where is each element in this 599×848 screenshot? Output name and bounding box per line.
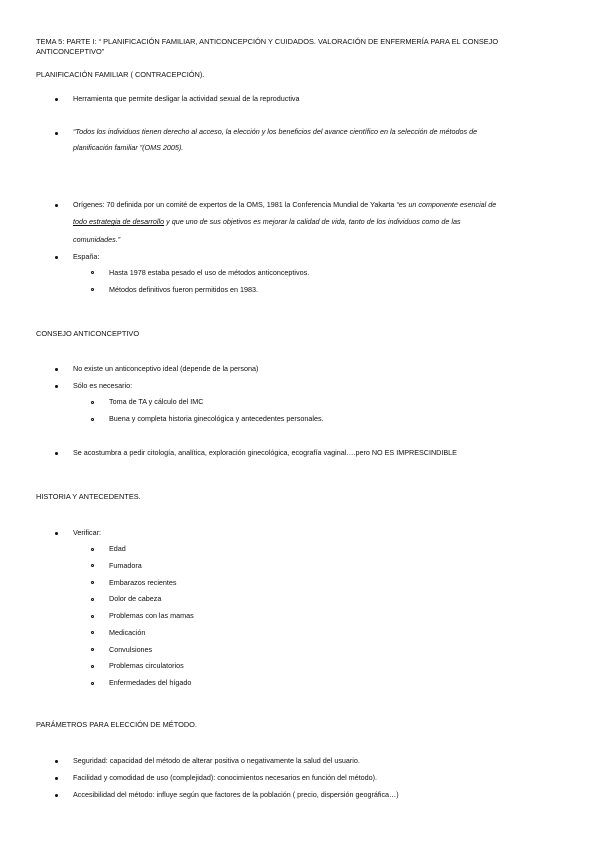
list-item: Verificar: <box>73 528 101 537</box>
bullet-dot <box>55 532 58 535</box>
list-item: Sólo es necesario: <box>73 381 133 390</box>
sub-bullet-circle <box>91 548 94 551</box>
quote-line: planificación familiar ”(OMS 2005). <box>73 143 184 152</box>
list-item: Facilidad y comodidad de uso (complejidad): conocimientos necesarios en función del método). <box>73 773 378 782</box>
bullet-dot <box>55 204 58 207</box>
sub-list-item: Dolor de cabeza <box>109 594 162 604</box>
sub-bullet-circle <box>91 665 94 668</box>
origins-line: comunidades.” <box>73 235 121 244</box>
bullet-dot <box>55 368 58 371</box>
sub-list-item: Toma de TA y cálculo del IMC <box>109 397 204 406</box>
sub-bullet-circle <box>91 598 94 601</box>
sub-list-item: Métodos definitivos fueron permitidos en 1983. <box>109 285 259 294</box>
list-item: Seguridad: capacidad del método de alterar positiva o negativamente la salud del usuario. <box>73 756 360 765</box>
bullet-dot <box>55 794 58 797</box>
sub-list-item: Medicación <box>109 627 146 637</box>
sub-bullet-circle <box>91 418 94 421</box>
document-title-line1: TEMA 5: PARTE I: “ PLANIFICACIÓN FAMILIAR, ANTICONCEPCIÓN Y CUIDADOS. VALORACIÓN DE ENFERMERÍA PARA EL CONSEJO <box>36 37 499 46</box>
list-item: Accesibilidad del método: influye según que factores de la población ( precio, dispersión geográfica…) <box>73 790 399 799</box>
origins-text: Orígenes: 70 definida por un comité de expertos de la OMS, 1981 la Conferencia Mundial de Yakarta <box>73 200 397 209</box>
sub-bullet-circle <box>91 682 94 685</box>
sub-bullet-circle <box>91 581 94 584</box>
section-heading-consejo: CONSEJO ANTICONCEPTIVO <box>36 329 140 338</box>
list-item: Se acostumbra a pedir citología, analítica, exploración ginecológica, ecografía vaginal….pero NO ES IMPRESCINDIBLE <box>73 448 457 457</box>
quote-line: “Todos los individuos tienen derecho al acceso, la elección y los beneficios del avance científico en la selección de métodos de <box>73 127 478 136</box>
sub-list-item: Enfermedades del hígado <box>109 678 192 687</box>
document-title-line2: ANTICONCEPTIVO” <box>36 47 105 56</box>
sub-bullet-circle <box>91 564 94 567</box>
sub-bullet-circle <box>91 401 94 404</box>
bullet-dot <box>55 452 58 455</box>
sub-list-item: Fumadora <box>109 560 142 570</box>
bullet-dot <box>55 256 58 259</box>
sub-bullet-circle <box>91 288 94 291</box>
section-heading-parametros: PARÁMETROS PARA ELECCIÓN DE MÉTODO. <box>36 720 197 729</box>
sub-bullet-circle <box>91 615 94 618</box>
sub-list-item: Embarazos recientes <box>109 577 177 587</box>
list-item: No existe un anticonceptivo ideal (depende de la persona) <box>73 364 259 373</box>
section-heading-planificacion: PLANIFICACIÓN FAMILIAR ( CONTRACEPCIÓN). <box>36 70 205 79</box>
bullet-dot <box>55 777 58 780</box>
sub-list-item: Edad <box>109 544 126 553</box>
sub-list-item: Problemas circulatorios <box>109 661 184 671</box>
section-heading-historia: HISTORIA Y ANTECEDENTES. <box>36 492 141 501</box>
sub-bullet-circle <box>91 631 94 634</box>
sub-bullet-circle <box>91 271 94 274</box>
bullet-dot <box>55 760 58 763</box>
sub-list-item: Buena y completa historia ginecológica y antecedentes personales. <box>109 414 324 423</box>
origins-quote-rest: y que uno de sus objetivos es mejorar la calidad de vida, tanto de los individuos como de las <box>164 217 461 226</box>
origins-line <box>73 200 496 210</box>
bullet-dot <box>55 132 58 135</box>
sub-bullet-circle <box>91 648 94 651</box>
list-item: Herramienta que permite desligar la actividad sexual de la reproductiva <box>73 94 300 103</box>
sub-list-item: Problemas con las mamas <box>109 611 194 620</box>
bullet-dot <box>55 385 58 388</box>
origins-quote: “es un componente esencial de <box>396 200 497 209</box>
bullet-dot <box>55 98 58 101</box>
underlined-text: todo estrategia de desarrollo <box>73 217 165 226</box>
origins-line <box>73 217 461 227</box>
sub-list-item: Hasta 1978 estaba pesado el uso de métodos anticonceptivos. <box>109 268 310 277</box>
list-item: España: <box>73 252 100 261</box>
sub-list-item: Convulsiones <box>109 644 153 654</box>
